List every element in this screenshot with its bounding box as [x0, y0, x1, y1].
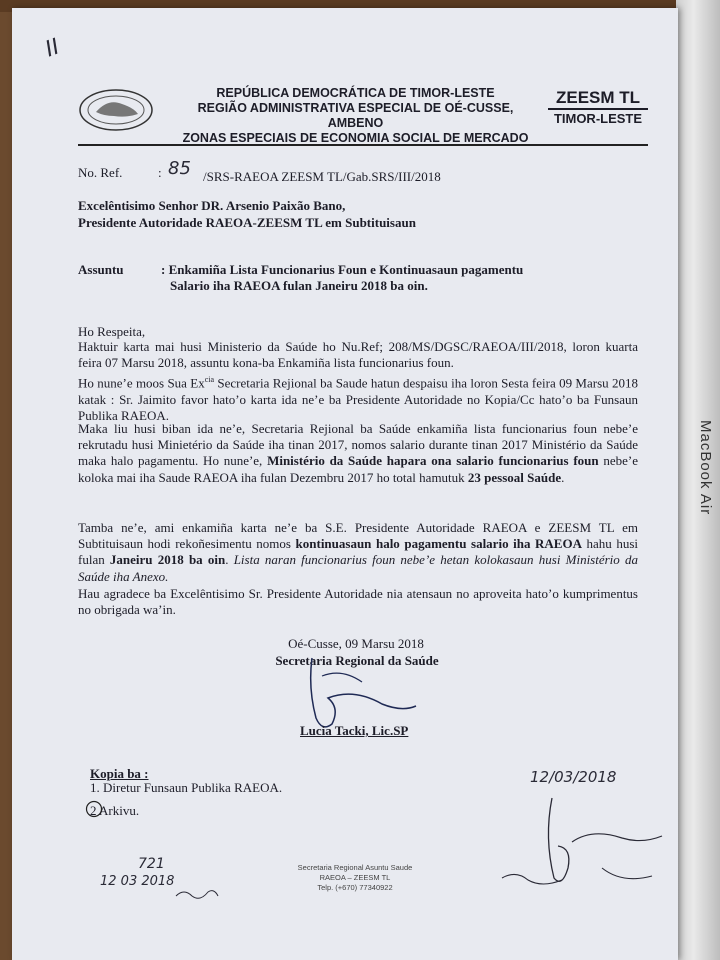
- copies-item-1: 1. Diretur Funsaun Publika RAEOA.: [90, 780, 283, 795]
- header-line-3: ZONAS ESPECIAIS DE ECONOMIA SOCIAL DE MERCADO: [182, 131, 529, 145]
- p4-italic: Lista naran funcionarius foun nebe’e hetan kolokasaun husi Ministério da Saúde iha Anexo.: [78, 552, 639, 584]
- signatory-name: Lucia Tacki, Lic.SP: [300, 723, 409, 738]
- paragraph-2: [78, 372, 638, 424]
- signoff-office: Secretaria Regional da Saúde: [275, 653, 439, 668]
- subject-line-1: : Enkamiña Lista Funcionarius Foun e Kontinuasaun pagamentu: [161, 262, 524, 277]
- ref-separator: :: [158, 165, 162, 180]
- ref-suffix: /SRS-RAEOA ZEESM TL/Gab.SRS/III/2018: [203, 169, 441, 184]
- p4-text-a: Tamba ne’e, ami enkamiña karta ne’e ba S.E. Presidente Autoridade RAEOA e ZEESM TL em Subtituisaun hodi rekoñesimentu nomos: [78, 520, 638, 552]
- zeesm-logo-bottom: TIMOR-LESTE: [548, 108, 648, 127]
- header-divider: [78, 144, 648, 146]
- p4-text-c: .: [225, 552, 234, 568]
- handwritten-signature-icon: [482, 788, 672, 898]
- p4-text-b: hahu husi fulan: [78, 536, 639, 568]
- paragraph-3: [78, 421, 638, 486]
- raeoa-logo-icon: [78, 88, 154, 132]
- circle-mark-icon: [85, 800, 103, 818]
- letterhead-text: [173, 86, 538, 146]
- paragraph-1: Haktuir karta mai husi Ministerio da Saúde ho Nu.Ref; 208/MS/DGSC/RAEOA/III/2018, loron kuarta feira 07 Marsu 2018, assuntu kona-ba Enkamiña lista funcionarius foun.: [78, 339, 638, 371]
- zeesm-logo-top: ZEESM TL: [555, 88, 641, 107]
- addressee-line-2: Presidente Autoridade RAEOA-ZEESM TL em Subtituisaun: [78, 215, 416, 230]
- p3-bold-b: 23 pessoal Saúde: [467, 469, 562, 485]
- addressee-line-1: Excelêntisimo Senhor DR. Arsenio Paixão Bano,: [78, 198, 346, 213]
- handwritten-number-left: 721: [138, 856, 165, 872]
- stamp-line-3: Telp. (+670) 77340922: [317, 883, 393, 892]
- stamp-line-1: Secretaria Regional Asuntu Saude: [297, 863, 413, 872]
- p4-bold-b: Janeiru 2018 ba oin: [109, 552, 226, 568]
- p4-bold-a: kontinuasaun halo pagamentu salario iha RAEOA: [295, 536, 582, 552]
- paragraph-4: [78, 520, 638, 585]
- paragraph-5: Hau agradece ba Excelêntisimo Sr. Presidente Autoridade nia atensaun no aproveita hato’o kumprimentus no obrigada wa’in.: [78, 586, 638, 618]
- place-date: Oé-Cusse, 09 Marsu 2018: [288, 636, 424, 651]
- ref-number: 85: [168, 158, 191, 179]
- subject-label: Assuntu: [78, 262, 124, 277]
- subject-line-2: Salario iha RAEOA fulan Janeiru 2018 ba oin.: [170, 278, 428, 293]
- p3-text-a: Maka liu husi biban ida ne’e, Secretaria Rejional ba Saúde enkamiña lista funcionarius foun nebe’e rekrutadu husi Minietério da Saúde iha tinan 2017, nomos salario durante tinan 2017 Ministério da Saúde maka halo pagamentu. Ho nune’e,: [78, 421, 638, 469]
- ref-label: No. Ref.: [78, 165, 123, 180]
- p3-text-b: nebe’e koloka mai iha Saude RAEOA iha fulan Dezembru 2017 ho total hamutuk: [78, 453, 639, 485]
- p2-text-b: Secretaria Rejional ba Saude hatun despaisu iha loron Sesta feira 09 Marsu 2018 katak : Sr. Jaimito favor hato’o karta ida ne’e ba Presidente Autoridade no Kopia/Cc hato’o ba Funsaun Publika RAEOA.: [78, 375, 638, 423]
- corner-mark: II: [42, 34, 63, 63]
- letterhead: [78, 86, 648, 150]
- copies-item-2: 2 Arkivu.: [90, 803, 140, 818]
- header-line-1: REPÚBLICA DEMOCRÁTICA DE TIMOR-LESTE: [216, 86, 495, 100]
- letter-page: [12, 8, 678, 960]
- stamp-line-2: RAEOA – ZEESM TL: [319, 873, 391, 882]
- p2-superscript: cia: [204, 375, 215, 384]
- footer-stamp: [280, 863, 430, 893]
- header-line-2: REGIÃO ADMINISTRATIVA ESPECIAL DE OÉ-CUSSE, AMBENO: [197, 101, 514, 130]
- initials-scribble-icon: [172, 884, 222, 904]
- p3-bold-a: Ministério da Saúde hapara ona salario funcionarius foun: [267, 453, 599, 469]
- p2-text-a: Ho nune’e moos Sua Ex: [78, 375, 205, 391]
- copies-label: Kopia ba :: [90, 766, 149, 781]
- laptop-edge: [676, 0, 720, 960]
- greeting: Ho Respeita,: [78, 324, 146, 339]
- handwritten-date-right: 12/03/2018: [530, 768, 617, 786]
- laptop-label: MacBook Air: [697, 420, 714, 516]
- handwritten-date-left: 12 03 2018: [100, 874, 175, 889]
- p3-text-c: .: [561, 469, 565, 485]
- zeesm-logo: [548, 88, 648, 127]
